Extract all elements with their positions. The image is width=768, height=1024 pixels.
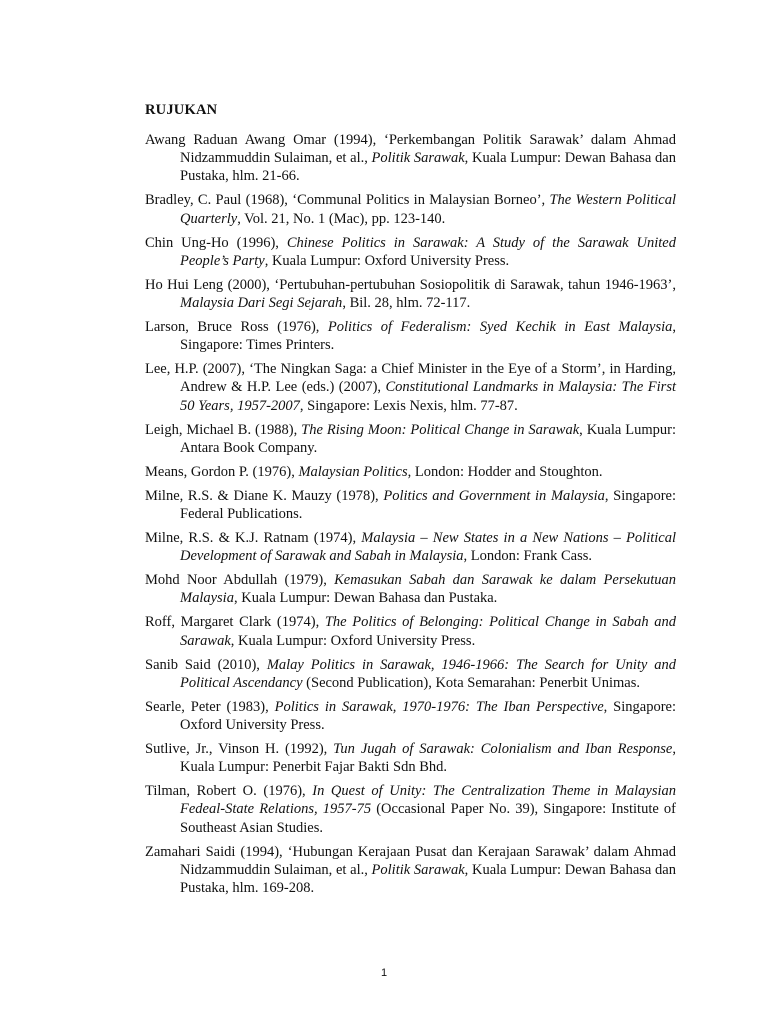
reference-author: Awang Raduan Awang Omar (1994), [145,132,385,148]
reference-author: Lee, H.P. (2007), [145,361,250,378]
reference-title: In Quest of Unity: The Centralization Theme in Malaysian Fedeal-State Relations, 1957-75 [180,783,676,818]
reference-author: Milne, R.S. & K.J. Ratnam (1974), [145,530,362,547]
reference-title: Politics of Federalism: Syed Kechik in East Malaysia [327,319,673,336]
reference-publication: , Vol. 21, No. 1 (Mac), pp. 123-140. [237,210,446,227]
reference-author: Ho Hui Leng (2000), [145,276,275,293]
reference-author: Sanib Said (2010), [145,656,267,673]
reference-publication: , Kuala Lumpur: Antara Book Company. [180,421,676,456]
reference-author: Means, Gordon P. (1976), [145,463,299,480]
reference-publication: (Occasional Paper No. 39), Singapore: Institute of Southeast Asian Studies. [180,801,676,836]
reference-author: Milne, R.S. & Diane K. Mauzy (1978), [145,487,384,504]
reference-entry [145,782,676,837]
reference-author: Mohd Noor Abdullah (1979), [145,572,335,589]
reference-title: Politics in Sarawak, 1970-1976: The Iban Perspective [274,698,604,715]
reference-author: Chin Ung-Ho (1996), [145,234,287,251]
reference-title: Politics and Government in Malaysia [383,487,605,504]
reference-entry [145,571,676,607]
reference-entry [145,843,676,898]
page-number: 1 [380,967,388,979]
reference-entry [145,740,676,776]
reference-entry [145,463,676,481]
reference-title: Malaysia Dari Segi Sejarah [180,295,343,312]
reference-text: ‘Pertubuhan-pertubuhan Sosiopolitik di Sarawak, tahun 1946-1963’, [274,276,676,293]
reference-title: Politik Sarawak [371,150,465,167]
reference-publication: (Second Publication), Kota Semarahan: Penerbit Unimas. [302,674,640,691]
reference-publication: , Kuala Lumpur: Dewan Bahasa dan Pustaka, hlm. 169-208. [180,861,676,897]
reference-author: Bradley, C. Paul (1968), [145,192,293,209]
reference-text: ‘Perkembangan Politik Sarawak’ dalam Ahmad Nidzammuddin Sulaiman, et al., [180,132,676,167]
reference-publication: , Bil. 28, hlm. 72-117. [342,295,471,312]
reference-entry [145,487,676,523]
reference-author: Searle, Peter (1983), [145,698,275,715]
reference-publication: , Kuala Lumpur: Dewan Bahasa dan Pustaka, hlm. 21-66. [180,150,676,185]
reference-author: Zamahari Saidi (1994), [145,843,288,860]
reference-author: Larson, Bruce Ross (1976), [145,319,328,336]
reference-title: Chinese Politics in Sarawak: A Study of the Sarawak United People’s Party [180,234,676,269]
reference-text: ‘The Ningkan Saga: a Chief Minister in the Eye of a Storm’, in Harding, Andrew & H.P. Lee (eds.) (2007), [180,361,676,396]
reference-list [145,131,676,903]
reference-title: Malay Politics in Sarawak, 1946-1966: The Search for Unity and Political Ascendancy [180,656,676,691]
reference-title: Kemasukan Sabah dan Sarawak ke dalam Persekutuan Malaysia [180,572,677,607]
reference-publication: , Kuala Lumpur: Dewan Bahasa dan Pustaka. [233,590,498,607]
reference-author: Leigh, Michael B. (1988), [145,421,302,438]
reference-publication: , London: Hodder and Stoughton. [407,463,603,480]
reference-title: Malaysian Politics [298,463,408,480]
reference-author: Roff, Margaret Clark (1974), [145,614,325,631]
reference-publication: , Kuala Lumpur: Penerbit Fajar Bakti Sdn Bhd. [180,741,676,776]
reference-title: The Politics of Belonging: Political Change in Sabah and Sarawak [180,614,676,649]
reference-entry [145,698,676,734]
reference-text: ‘Communal Politics in Malaysian Borneo’, [292,192,550,209]
reference-text: ‘Hubungan Kerajaan Pusat dan Kerajaan Sarawak’ dalam Ahmad Nidzammuddin Sulaiman, et al., [180,843,677,878]
reference-publication: , Singapore: Lexis Nexis, hlm. 77-87. [299,397,518,414]
reference-publication: , Kuala Lumpur: Oxford University Press. [264,252,510,269]
reference-title: Tun Jugah of Sarawak: Colonialism and Iban Response [333,741,673,758]
reference-author: Tilman, Robert O. (1976), [145,783,313,800]
reference-entry [145,421,676,457]
reference-publication: , Singapore: Times Printers. [180,319,676,354]
reference-entry [145,360,676,415]
reference-entry [145,613,676,649]
reference-entry [145,276,676,312]
reference-entry [145,191,676,227]
section-heading: RUJUKAN [145,102,218,118]
reference-title: Malaysia – New States in a New Nations – Political Development of Sarawak and Sabah in Malaysia [180,530,676,565]
reference-publication: , Singapore: Federal Publications. [180,487,677,523]
reference-entry [145,656,676,692]
reference-publication: , Singapore: Oxford University Press. [180,698,676,734]
reference-author: Sutlive, Jr., Vinson H. (1992), [145,741,334,758]
reference-entry [145,131,676,186]
reference-publication: , Kuala Lumpur: Oxford University Press. [230,632,476,649]
reference-entry [145,529,676,565]
reference-entry [145,234,676,270]
reference-title: The Rising Moon: Political Change in Sarawak [301,421,580,438]
reference-title: Politik Sarawak [371,861,465,878]
reference-title: Constitutional Landmarks in Malaysia: The First 50 Years, 1957-2007 [180,379,676,414]
reference-publication: , London: Frank Cass. [463,548,592,565]
reference-title: The Western Political Quarterly [180,192,676,227]
reference-entry [145,318,676,354]
